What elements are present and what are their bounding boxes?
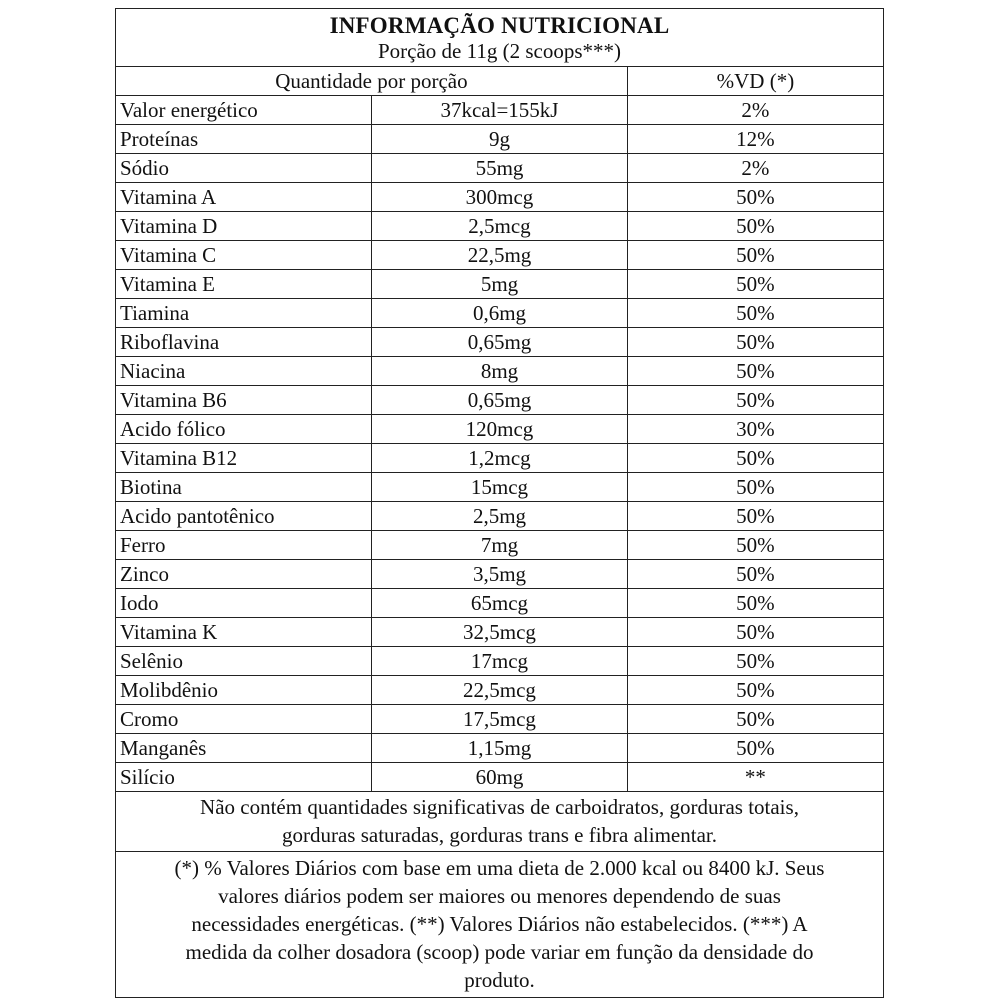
nutrition-facts-label [115,8,884,998]
nutrient-daily-value: 50% [627,473,883,502]
nutrient-daily-value: 12% [627,125,883,154]
nutrient-daily-value: 50% [627,212,883,241]
nutrient-row [116,647,883,676]
nutrient-row [116,154,883,183]
nutrient-amount: 55mg [372,154,628,183]
nutrient-amount: 300mcg [372,183,628,212]
nutrient-amount: 22,5mcg [372,676,628,705]
table-header-row [116,67,883,96]
nutrient-daily-value: 50% [627,299,883,328]
nutrient-amount: 22,5mg [372,241,628,270]
nutrient-name: Vitamina C [116,241,372,270]
nutrient-daily-value: 50% [627,734,883,763]
nutrient-row [116,212,883,241]
nutrient-name: Silício [116,763,372,792]
note-line: gorduras saturadas, gorduras trans e fibra alimentar. [281,823,717,847]
nutrient-amount: 32,5mcg [372,618,628,647]
nutrient-name: Niacina [116,357,372,386]
nutrient-daily-value: 50% [627,647,883,676]
nutrient-row [116,763,883,792]
footnote-line: valores diários podem ser maiores ou menores dependendo de suas [218,884,781,908]
nutrient-row [116,444,883,473]
nutrient-row [116,734,883,763]
nutrient-row [116,502,883,531]
nutrient-daily-value: 30% [627,415,883,444]
serving-size: Porção de 11g (2 scoops***) [377,39,621,63]
nutrient-name: Acido fólico [116,415,372,444]
nutrient-row [116,473,883,502]
nutrient-amount: 3,5mg [372,560,628,589]
nutrient-daily-value: 50% [627,183,883,212]
dv-column-header: %VD (*) [716,69,795,93]
nutrient-row [116,96,883,125]
label-title: INFORMAÇÃO NUTRICIONAL [329,13,670,38]
nutrient-amount: 1,2mcg [372,444,628,473]
nutrient-name: Vitamina E [116,270,372,299]
nutrient-amount: 37kcal=155kJ [372,96,628,125]
nutrient-name: Molibdênio [116,676,372,705]
nutrient-daily-value: 50% [627,502,883,531]
nutrient-amount: 2,5mcg [372,212,628,241]
nutrient-name: Sódio [116,154,372,183]
nutrient-amount: 9g [372,125,628,154]
nutrient-daily-value: 50% [627,589,883,618]
nutrient-name: Cromo [116,705,372,734]
nutrient-row [116,357,883,386]
nutrient-row [116,560,883,589]
nutrient-amount: 0,6mg [372,299,628,328]
nutrient-row [116,125,883,154]
nutrient-amount: 8mg [372,357,628,386]
daily-values-footnote [116,851,883,997]
nutrient-daily-value: 2% [627,96,883,125]
nutrient-name: Iodo [116,589,372,618]
nutrient-daily-value: ** [627,763,883,792]
nutrient-daily-value: 50% [627,270,883,299]
nutrient-amount: 0,65mg [372,328,628,357]
nutrient-daily-value: 50% [627,705,883,734]
nutrient-amount: 17mcg [372,647,628,676]
footnote-line: produto. [464,968,535,992]
nutrient-name: Tiamina [116,299,372,328]
nutrient-row [116,241,883,270]
nutrient-daily-value: 50% [627,328,883,357]
nutrient-row [116,705,883,734]
nutrient-row [116,676,883,705]
nutrient-amount: 17,5mcg [372,705,628,734]
nutrient-row [116,589,883,618]
nutrient-amount: 15mcg [372,473,628,502]
nutrient-daily-value: 50% [627,560,883,589]
nutrient-amount: 1,15mg [372,734,628,763]
nutrient-row [116,415,883,444]
nutrition-table [116,67,883,791]
nutrient-row [116,328,883,357]
footnote-line: medida da colher dosadora (scoop) pode variar em função da densidade do [185,940,814,964]
nutrient-daily-value: 2% [627,154,883,183]
not-significant-note [116,791,883,851]
note-line: Não contém quantidades significativas de carboidratos, gorduras totais, [200,795,799,819]
nutrient-daily-value: 50% [627,618,883,647]
nutrient-daily-value: 50% [627,531,883,560]
nutrient-amount: 7mg [372,531,628,560]
nutrient-name: Vitamina B12 [116,444,372,473]
nutrient-name: Vitamina B6 [116,386,372,415]
nutrient-amount: 65mcg [372,589,628,618]
nutrient-name: Vitamina K [116,618,372,647]
nutrient-row [116,299,883,328]
nutrient-name: Ferro [116,531,372,560]
nutrient-daily-value: 50% [627,241,883,270]
nutrient-daily-value: 50% [627,444,883,473]
nutrient-name: Proteínas [116,125,372,154]
nutrient-name: Manganês [116,734,372,763]
nutrient-name: Biotina [116,473,372,502]
nutrient-amount: 2,5mg [372,502,628,531]
label-header [116,9,883,67]
nutrient-name: Zinco [116,560,372,589]
nutrient-daily-value: 50% [627,676,883,705]
nutrient-name: Valor energético [116,96,372,125]
nutrient-daily-value: 50% [627,357,883,386]
nutrient-name: Acido pantotênico [116,502,372,531]
nutrient-row [116,618,883,647]
nutrient-name: Riboflavina [116,328,372,357]
nutrient-daily-value: 50% [627,386,883,415]
footnote-line: necessidades energéticas. (**) Valores Diários não estabelecidos. (***) A [191,912,808,936]
nutrient-amount: 0,65mg [372,386,628,415]
footnote-line: (*) % Valores Diários com base em uma dieta de 2.000 kcal ou 8400 kJ. Seus [174,856,825,880]
quantity-column-header: Quantidade por porção [116,67,627,96]
nutrient-row [116,386,883,415]
nutrient-row [116,531,883,560]
nutrient-amount: 120mcg [372,415,628,444]
nutrient-name: Vitamina A [116,183,372,212]
nutrient-row [116,270,883,299]
nutrient-amount: 60mg [372,763,628,792]
nutrient-name: Selênio [116,647,372,676]
nutrient-row [116,183,883,212]
nutrient-name: Vitamina D [116,212,372,241]
nutrient-amount: 5mg [372,270,628,299]
